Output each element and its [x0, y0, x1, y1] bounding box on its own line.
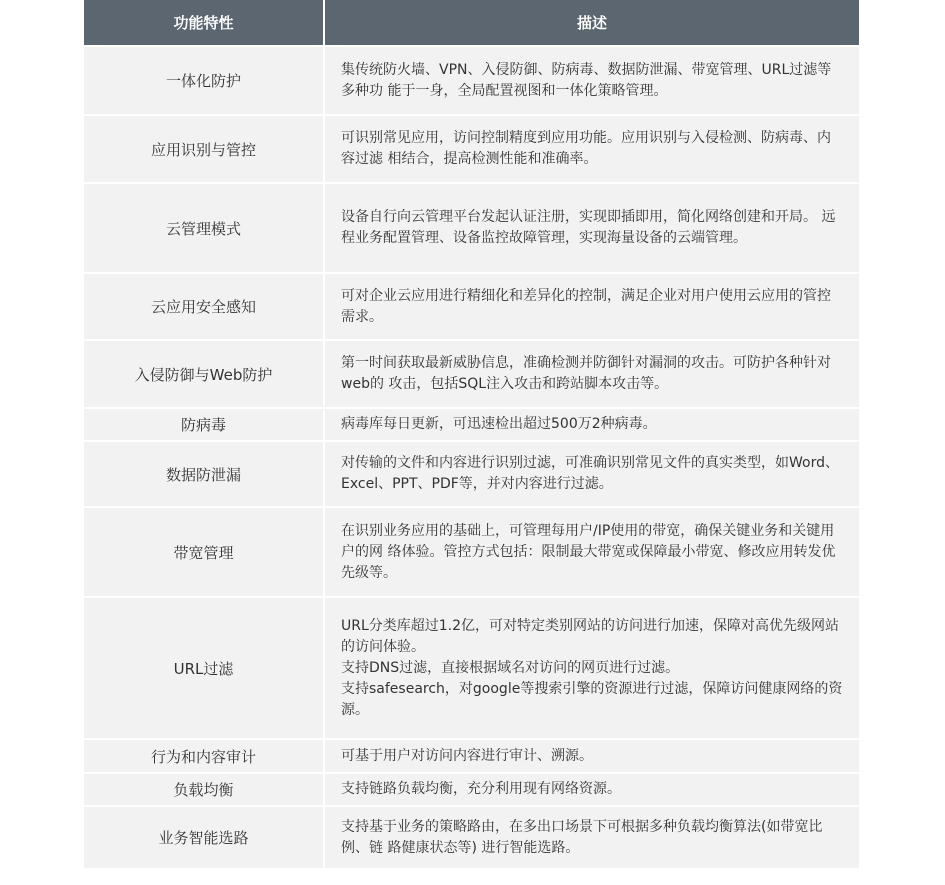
- description-paragraph: 可识别常见应用，访问控制精度到应用功能。应用识别与入侵检测、防病毒、内容过滤 相结合，提高检测性能和准确率。: [341, 130, 831, 167]
- feature-table: [84, 0, 859, 868]
- feature-name: 数据防泄漏: [165, 465, 241, 484]
- table-row: [84, 772, 859, 805]
- header-feature: 功能特性: [173, 14, 234, 32]
- description-paragraph: URL分类库超过1.2亿，可对特定类别网站的访问进行加速，保障对高优先级网站的访问体验。: [341, 617, 840, 655]
- feature-description: [323, 274, 859, 339]
- feature-name: 行为和内容审计: [150, 747, 256, 766]
- feature-name: URL过滤: [173, 659, 234, 678]
- feature-name: 云应用安全感知: [150, 298, 256, 316]
- table-row: [84, 407, 859, 440]
- description-paragraph: 病毒库每日更新，可迅速检出超过500万2种病毒。: [341, 416, 657, 432]
- table-row: [84, 738, 859, 772]
- table-body: [84, 45, 859, 868]
- table-row: [84, 45, 859, 114]
- table-row: [84, 596, 859, 738]
- feature-name: 负载均衡: [173, 781, 234, 799]
- description-paragraph: 可对企业云应用进行精细化和差异化的控制，满足企业对用户使用云应用的管控需求。: [341, 287, 831, 325]
- feature-name: 云管理模式: [165, 219, 241, 238]
- feature-name: 带宽管理: [173, 543, 234, 562]
- feature-description: [323, 807, 859, 868]
- feature-description: [323, 774, 859, 805]
- description-paragraph: 支持DNS过滤，直接根据域名对访问的网页进行过滤。: [341, 659, 680, 676]
- table-row: [84, 339, 859, 407]
- feature-name: 一体化防护: [165, 72, 241, 90]
- feature-name: 入侵防御与Web防护: [134, 365, 273, 384]
- description-paragraph: 可基于用户对访问内容进行审计、溯源。: [341, 747, 593, 764]
- feature-description: [323, 442, 859, 506]
- table-row: [84, 506, 859, 596]
- feature-description: [323, 740, 859, 772]
- feature-name: 应用识别与管控: [150, 140, 256, 159]
- feature-description: [323, 409, 859, 440]
- description-paragraph: 对传输的文件和内容进行识别过滤，可准确识别常见文件的真实类型，如Word、Excel、PPT、PDF等，并对内容进行过滤。: [341, 455, 839, 492]
- feature-name: 业务智能选路: [158, 829, 249, 847]
- description-paragraph: 第一时间获取最新威胁信息，准确检测并防御针对漏洞的攻击。可防护各种针对web的 攻击，包括SQL注入攻击和跨站脚本攻击等。: [341, 355, 831, 392]
- feature-description: [323, 184, 859, 272]
- table-row: [84, 440, 859, 506]
- feature-description: [323, 47, 859, 114]
- description-paragraph: 设备自行向云管理平台发起认证注册，实现即插即用，简化网络创建和开局。 远程业务配置管理、设备监控故障管理，实现海量设备的云端管理。: [341, 209, 836, 246]
- feature-description: [323, 508, 859, 596]
- feature-description: [323, 341, 859, 407]
- description-paragraph: 集传统防火墙、VPN、入侵防御、防病毒、数据防泄漏、带宽管理、URL过滤等多种功 能于一身，全局配置视图和一体化策略管理。: [341, 61, 832, 99]
- feature-name: 防病毒: [180, 416, 226, 434]
- feature-description: [323, 598, 859, 738]
- table-row: [84, 182, 859, 272]
- table-row: [84, 114, 859, 182]
- table-row: [84, 805, 859, 868]
- description-paragraph: 在识别业务应用的基础上，可管理每用户/IP使用的带宽，确保关键业务和关键用户的网 络体验。管控方式包括：限制最大带宽或保障最小带宽、修改应用转发优先级等。: [341, 522, 836, 581]
- description-paragraph: 支持基于业务的策略路由，在多出口场景下可根据多种负载均衡算法(如带宽比例、链 路健康状态等) 进行智能选路。: [341, 818, 823, 856]
- description-paragraph: 支持safesearch，对google等搜索引擎的资源进行过滤，保障访问健康网络的资源。: [341, 680, 843, 718]
- description-paragraph: 支持链路负载均衡，充分利用现有网络资源。: [341, 781, 621, 797]
- feature-description: [323, 116, 859, 182]
- table-row: [84, 272, 859, 339]
- header-description: 描述: [323, 0, 859, 45]
- table-header: [84, 0, 859, 45]
